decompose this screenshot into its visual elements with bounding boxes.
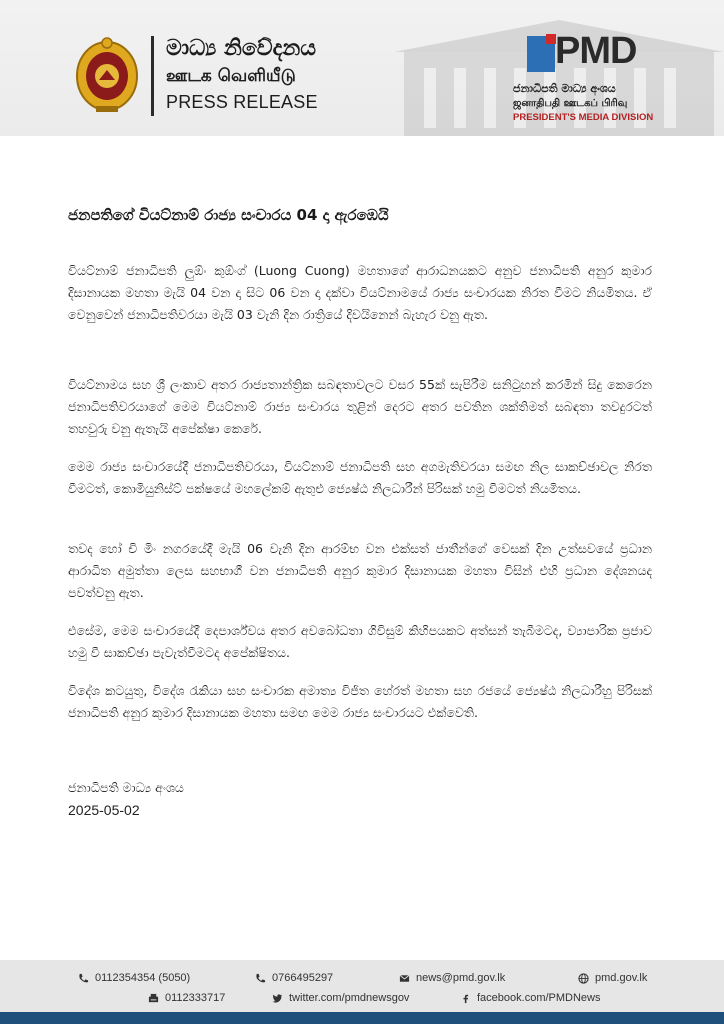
footer-website[interactable] — [578, 972, 647, 984]
signature: ජනාධිපති මාධ්‍ය අංශය — [68, 780, 184, 795]
paragraph-6: විදේශ කටයුතු, විදේශ රැකියා සහ සංචාරක අමාත්‍ය විජිත හේරත් මහතා සහ රජයේ ජ්‍යෙෂ්ඨ නිලධාරීහු පිරිසක් ජනාධිපති අනුර කුමාර දිසානායක මහතා සමඟ මෙම රාජ්‍ය සංචාරයට එක්වෙති. — [68, 683, 652, 720]
pmd-logo-text: PMD — [555, 30, 637, 72]
paragraph-1: වියට්නාම් ජනාධිපති ලුඕං කුඕංග් (Luong Cuong) මහතාගේ ආරාධනයකට අනුව ජනාධිපති අනුර කුමාර දිසානායක මහතා මැයි 04 වන දා සිට 06 වන දා දක්වා වියට්නාමයේ රාජ්‍ය සංචාරයක නිරත වීමට නියමිතය. ඒ වෙනුවෙන් ජනාධිපතිවරයා මැයි 03 වැනි දින රාත්‍රියේ දිවයිනෙන් බැහැර වනු ඇත. — [68, 263, 652, 322]
footer-facebook[interactable] — [460, 992, 601, 1004]
header-divider — [151, 36, 154, 116]
title-tamil: ஊடக வெளியீடு — [166, 66, 296, 86]
release-date: 2025-05-02 — [68, 802, 140, 818]
twitter-icon — [272, 993, 283, 1004]
paragraph-4: තවද හෝ චි මිං නගරයේදී මැයි 06 වැනි දින ආරම්භ වන එක්සත් ජාතීන්ගේ වෙසක් දින උත්සවයේ ප්‍රධාන ආරාධිත අමුත්තා ලෙස සහභාගී වන ජනාධිපති අනුර කුමාර දිසානායක මහතා විසින් එහි ප්‍රධාන දේශනයද පවත්වනු ඇත. — [68, 541, 652, 600]
facebook-icon — [460, 993, 471, 1004]
phone-1-text: 0112354354 (5050) — [95, 972, 191, 984]
paragraph-5: එසේම, මෙම සංචාරයේදී දෙපාර්ශ්වය අතර අවබෝධතා ගිවිසුම් කිහිපයකට අත්සන් තැබීමටද, ව්‍යාපාරික ප්‍රජාව හමු වී සාකච්ඡා පැවැත්වීමටද අපේක්ෂිතය. — [68, 623, 652, 660]
paragraph-2: වියට්නාමය සහ ශ්‍රී ලංකාව අතර රාජ්‍යතාන්ත්‍රික සබඳතාවලට වසර 55ක් සැපිරීම සනිටුහන් කරමින් සිදු කෙරෙන ජනාධිපතිවරයාගේ මෙම වියට්නාම් රාජ්‍ය සංචාරය තුළින් දෙරට අතර පවතින ශක්තිමත් සබඳතා තවදුරටත් තහවුරු වනු ඇතැයි අපේක්ෂා කෙරේ. — [68, 377, 652, 436]
title-sinhala: මාධ්‍ය නිවේදනය — [166, 36, 317, 61]
footer-bar — [0, 1012, 724, 1024]
facebook-text: facebook.com/PMDNews — [477, 992, 601, 1004]
division-sinhala: ජනාධිපති මාධ්‍ය අංශය — [513, 82, 616, 95]
phone-2-text: 0766495297 — [272, 972, 334, 984]
twitter-text: twitter.com/pmdnewsgov — [289, 992, 410, 1004]
letterhead — [0, 0, 724, 136]
footer-fax[interactable] — [148, 992, 225, 1004]
footer — [0, 960, 724, 1012]
footer-phone-2[interactable] — [255, 972, 333, 984]
phone-icon — [78, 973, 89, 984]
division-tamil: ஜனாதிபதி ஊடகப் பிரிவு — [513, 98, 628, 109]
article-title: ජනපතිගේ වියට්නාම් රාජ්‍ය සංචාරය 04 දා ඇරඹෙයි — [68, 206, 389, 224]
phone-icon — [255, 973, 266, 984]
footer-phone-1[interactable] — [78, 972, 190, 984]
email-text: news@pmd.gov.lk — [416, 972, 506, 984]
footer-twitter[interactable] — [272, 992, 409, 1004]
mail-icon — [399, 973, 410, 984]
division-english: PRESIDENT'S MEDIA DIVISION — [513, 112, 654, 123]
fax-text: 0112333717 — [165, 992, 226, 1004]
paragraph-3: මෙම රාජ්‍ය සංචාරයේදී ජනාධිපතිවරයා, වියට්නාම් ජනාධිපති සහ අගමැතිවරයා සමඟ නිල සාකච්ඡාවල නිරත වීමටත්, කොමියුනිස්ට් පක්ෂයේ මහලේකම් ඇතුළු ජ්‍යෙෂ්ඨ නිලධාරීන් පිරිසක් හමු වීමටත් නියමිතය. — [68, 459, 652, 496]
website-text: pmd.gov.lk — [595, 972, 648, 984]
globe-icon — [578, 973, 589, 984]
title-english: PRESS RELEASE — [166, 92, 318, 112]
national-emblem-icon — [74, 36, 140, 114]
footer-email[interactable] — [399, 972, 505, 984]
fax-icon — [148, 993, 159, 1004]
